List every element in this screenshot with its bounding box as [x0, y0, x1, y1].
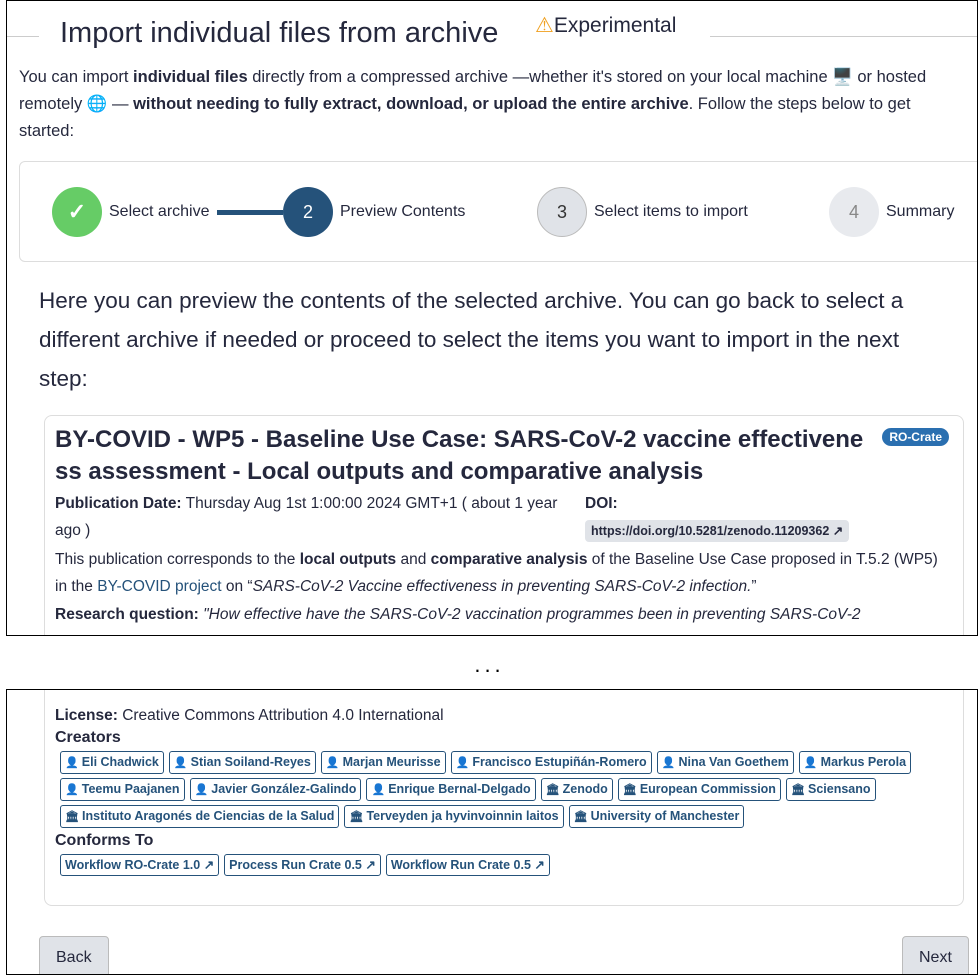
step-label: Preview Contents	[340, 203, 466, 220]
t: without needing to fully extract, download, or upload the entire archive	[133, 95, 689, 113]
t: individual files	[133, 68, 248, 86]
institution-icon: 🏛	[349, 811, 367, 823]
t: ”	[751, 578, 757, 595]
creator-tag[interactable]	[657, 751, 794, 774]
creator-name: Terveyden ja hyvinvoinnin laitos	[366, 809, 559, 823]
step-number: 4	[829, 187, 879, 237]
license	[55, 705, 953, 727]
t: Creative Commons Attribution 4.0 International	[117, 707, 444, 724]
conforms-list	[55, 854, 935, 876]
t: or hosted remotely	[19, 68, 927, 113]
page-title: Import individual files from archive	[60, 17, 499, 49]
creator-tag[interactable]	[569, 805, 745, 828]
creator-name: Javier González-Galindo	[211, 782, 357, 796]
step-label: Select items to import	[594, 203, 748, 220]
check-icon: ✓	[52, 187, 102, 237]
external-link-icon: ↗	[832, 524, 844, 538]
t: https://doi.org/10.5281/zenodo.11209362	[591, 524, 830, 538]
ro-crate-badge: RO-Crate	[882, 428, 949, 446]
step-number: 3	[537, 187, 587, 237]
conforms-link[interactable]	[386, 854, 550, 876]
crate-details	[44, 689, 964, 906]
archive-preview-card	[44, 415, 964, 636]
research-question-text: "How effective have the SARS-CoV-2 vaccination programmes been in preventing SARS-CoV-2	[198, 606, 861, 623]
globe-icon: 🌐	[86, 95, 108, 113]
doi	[585, 490, 849, 544]
t: Thursday Aug 1st 1:00:00 2024 GMT+1 ( about 1 year ago )	[55, 495, 558, 539]
user-icon: 👤	[371, 784, 389, 796]
creator-name: Sciensano	[807, 782, 871, 796]
creator-name: Eli Chadwick	[81, 755, 159, 769]
computer-icon: 🖥️	[832, 68, 853, 86]
user-icon: 👤	[65, 757, 82, 769]
t: local outputs	[299, 551, 397, 568]
t: . Follow the steps below to get started:	[19, 95, 911, 140]
top-panel	[6, 0, 978, 636]
t: of the Baseline Use Case proposed in T.5.2 (WP5) in the	[55, 551, 938, 595]
creator-name: Stian Soiland-Reyes	[190, 755, 311, 769]
t: directly from a compressed archive —whether it's stored on your local machine	[247, 68, 833, 86]
intro-text	[19, 64, 969, 145]
creator-tag[interactable]	[60, 805, 339, 828]
creator-name: University of Manchester	[590, 809, 740, 823]
user-icon: 👤	[455, 757, 473, 769]
user-icon: 👤	[173, 757, 191, 769]
creator-name: European Commission	[639, 782, 776, 796]
t: Publication Date:	[55, 495, 182, 512]
step-preview-contents[interactable]	[283, 187, 465, 237]
description	[55, 546, 953, 600]
creator-name: Nina Van Goethem	[678, 755, 789, 769]
t: License:	[55, 707, 118, 724]
t: on “	[221, 578, 253, 595]
step-label: Summary	[886, 203, 955, 220]
creator-tag[interactable]	[344, 805, 563, 828]
conforms-name: Workflow RO-Crate 1.0	[65, 858, 201, 872]
creator-tag[interactable]	[169, 751, 316, 774]
back-button[interactable]: Back	[39, 936, 109, 975]
step-summary[interactable]	[829, 187, 954, 237]
t: comparative analysis	[430, 551, 588, 568]
institution-icon: 🏛	[545, 784, 563, 796]
institution-icon: 🏛	[790, 784, 808, 796]
creator-tag[interactable]	[618, 778, 781, 801]
creator-tag[interactable]	[366, 778, 535, 801]
creators-heading: Creators	[55, 729, 121, 746]
institution-icon: 🏛	[573, 811, 591, 823]
research-question	[55, 604, 953, 626]
creator-tag[interactable]	[799, 751, 911, 774]
step-select-archive[interactable]	[52, 187, 210, 237]
by-covid-link[interactable]: BY-COVID project	[97, 578, 222, 595]
t: This publication corresponds to the	[55, 551, 300, 568]
institution-icon: 🏛	[622, 784, 640, 796]
creator-tag[interactable]	[190, 778, 362, 801]
creator-name: Marjan Meurisse	[342, 755, 441, 769]
ellipsis: ...	[474, 652, 505, 677]
t: and	[396, 551, 431, 568]
creator-name: Francisco Estupiñán-Romero	[472, 755, 647, 769]
user-icon: 👤	[194, 784, 212, 796]
step-number: 2	[283, 187, 333, 237]
conforms-name: Process Run Crate 0.5	[229, 858, 362, 872]
creator-name: Zenodo	[562, 782, 608, 796]
divider	[7, 36, 39, 37]
creator-tag[interactable]	[541, 778, 613, 801]
research-question-label: Research question:	[55, 606, 199, 623]
creators-list	[55, 751, 935, 828]
stepper	[19, 161, 978, 262]
experimental-label: Experimental	[553, 14, 677, 37]
user-icon: 👤	[325, 757, 343, 769]
step-connector	[217, 210, 283, 215]
external-link-icon: ↗	[361, 858, 376, 872]
user-icon: 👤	[65, 784, 82, 796]
creator-name: Enrique Bernal-Delgado	[388, 782, 531, 796]
t: You can import	[19, 68, 134, 86]
publication-date	[55, 490, 585, 544]
crate-title: BY-COVID - WP5 - Baseline Use Case: SARS-CoV-2 vaccine effectiveness assessment - Local outputs and comparative analysis	[55, 426, 864, 485]
warning-icon: ⚠	[535, 14, 554, 37]
t: SARS-CoV-2 Vaccine effectiveness in preventing SARS-CoV-2 infection.	[252, 578, 752, 595]
preview-instructions: Here you can preview the contents of the selected archive. You can go back to select a different archive if needed or proceed to select the items you want to import in the next step:	[39, 288, 904, 391]
creator-name: Teemu Paajanen	[81, 782, 180, 796]
creator-tag[interactable]	[60, 751, 164, 774]
user-icon: 👤	[803, 757, 821, 769]
conforms-link[interactable]	[224, 854, 381, 876]
bottom-panel	[6, 689, 978, 975]
external-link-icon: ↗	[530, 858, 545, 872]
divider	[710, 36, 978, 37]
creator-tag[interactable]	[786, 778, 876, 801]
conforms-name: Workflow Run Crate 0.5	[390, 858, 531, 872]
step-select-items[interactable]	[537, 187, 748, 237]
institution-icon: 🏛	[65, 811, 83, 823]
user-icon: 👤	[661, 757, 679, 769]
step-label: Select archive	[109, 203, 210, 220]
creator-tag[interactable]	[60, 778, 185, 801]
conforms-heading: Conforms To	[55, 832, 154, 849]
t: —	[107, 95, 134, 113]
next-button[interactable]: Next	[902, 936, 969, 975]
t: DOI:	[585, 495, 618, 512]
creator-tag[interactable]	[451, 751, 652, 774]
doi-link[interactable]	[585, 520, 849, 542]
conforms-link[interactable]	[60, 854, 219, 876]
creator-tag[interactable]	[321, 751, 446, 774]
creator-name: Instituto Aragonés de Ciencias de la Salud	[82, 809, 335, 823]
external-link-icon: ↗	[200, 858, 215, 872]
creator-name: Markus Perola	[820, 755, 907, 769]
experimental-badge	[535, 13, 676, 38]
